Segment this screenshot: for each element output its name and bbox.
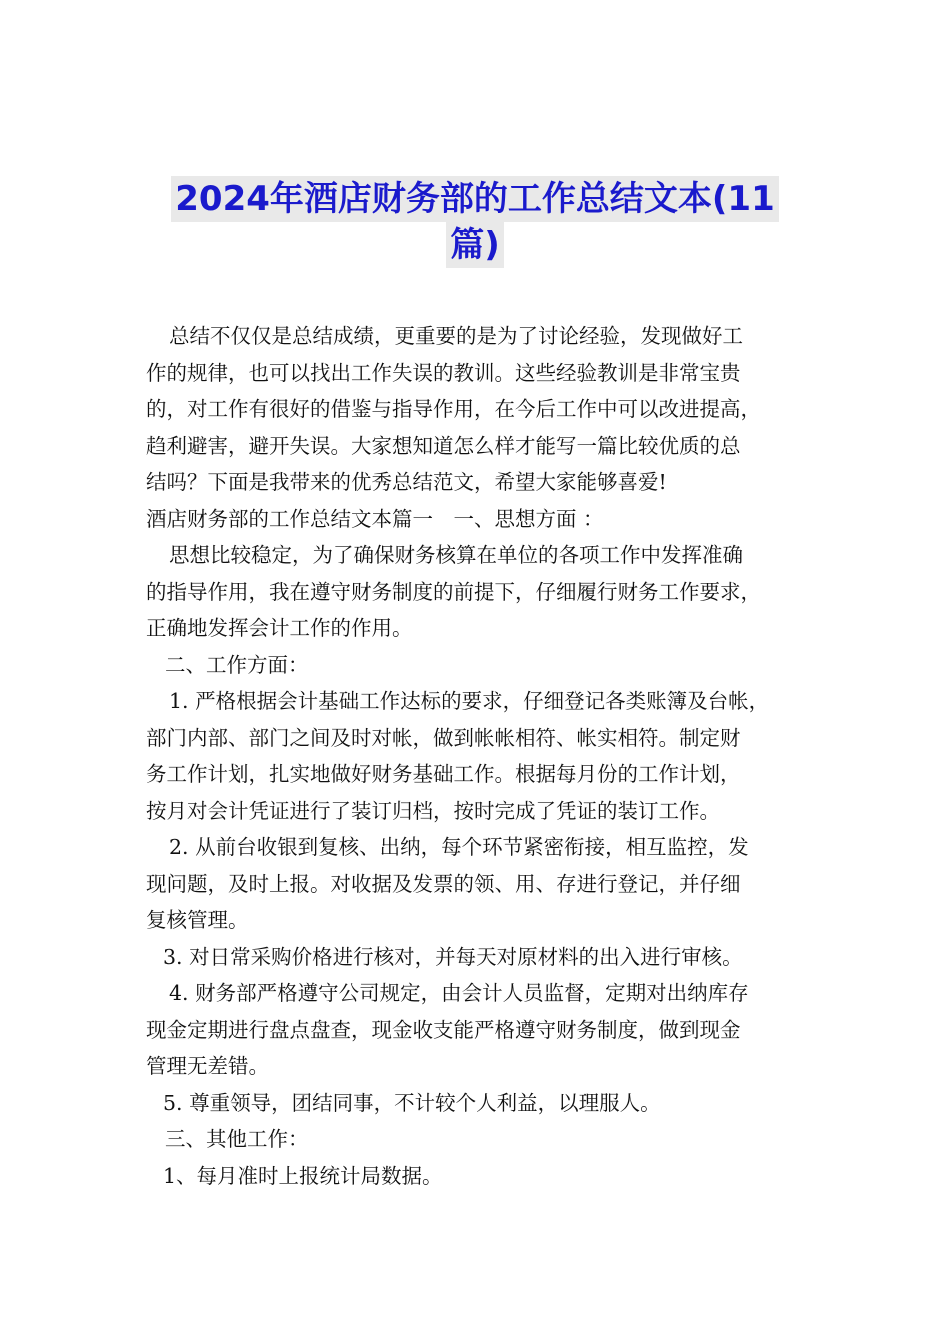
text-line: 按月对会计凭证进行了装订归档，按时完成了凭证的装订工作。	[146, 798, 720, 823]
text-line: 二、工作方面：	[165, 652, 309, 677]
text-line: 现金定期进行盘点盘查，现金收支能严格遵守财务制度，做到现金	[146, 1017, 741, 1042]
title-line-2: 篇)	[446, 222, 504, 268]
text-line: 1、每月准时上报统计局数据。	[163, 1163, 443, 1188]
text-line: 1. 严格根据会计基础工作达标的要求，仔细登记各类账簿及台帐，	[169, 689, 770, 713]
text-line: 复核管理。	[146, 908, 249, 932]
text-line: 现问题，及时上报。对收据及发票的领、用、存进行登记，并仔细	[146, 871, 741, 896]
text-line: 总结不仅仅是总结成绩，更重要的是为了讨论经验，发现做好工	[169, 324, 743, 348]
text-line: 趋利避害，避开失误。大家想知道怎么样才能写一篇比较优质的总	[146, 433, 741, 458]
text-line: 三、其他工作：	[165, 1127, 309, 1151]
text-line: 4. 财务部严格遵守公司规定，由会计人员监督，定期对出纳库存	[169, 981, 749, 1005]
document-title	[0, 176, 950, 268]
text-line: 管理无差错。	[146, 1054, 269, 1078]
text-line: 作的规律，也可以找出工作失误的教训。这些经验教训是非常宝贵	[146, 360, 741, 385]
text-line: 正确地发挥会计工作的作用。	[146, 616, 413, 640]
text-line: 的指导作用，我在遵守财务制度的前提下，仔细履行财务工作要求，	[146, 579, 761, 604]
text-line: 的，对工作有很好的借鉴与指导作用，在今后工作中可以改进提高，	[146, 397, 761, 421]
text-line: 5. 尊重领导，团结同事，不计较个人利益，以理服人。	[163, 1090, 661, 1115]
text-line: 3. 对日常采购价格进行核对，并每天对原材料的出入进行审核。	[163, 944, 743, 969]
title-line-1: 2024年酒店财务部的工作总结文本(11	[171, 176, 778, 222]
text-line: 结吗？下面是我带来的优秀总结范文，希望大家能够喜爱!	[146, 470, 667, 494]
text-line: 思想比较稳定，为了确保财务核算在单位的各项工作中发挥准确	[169, 543, 743, 567]
text-line: 2. 从前台收银到复核、出纳，每个环节紧密衔接，相互监控，发	[169, 835, 749, 859]
text-line: 部门内部、部门之间及时对帐，做到帐帐相符、帐实相符。制定财	[146, 725, 741, 750]
text-line: 酒店财务部的工作总结文本篇一 一、思想方面 ：	[146, 506, 604, 531]
text-line: 务工作计划，扎实地做好财务基础工作。根据每月份的工作计划，	[146, 762, 741, 786]
document-body	[146, 318, 806, 1194]
